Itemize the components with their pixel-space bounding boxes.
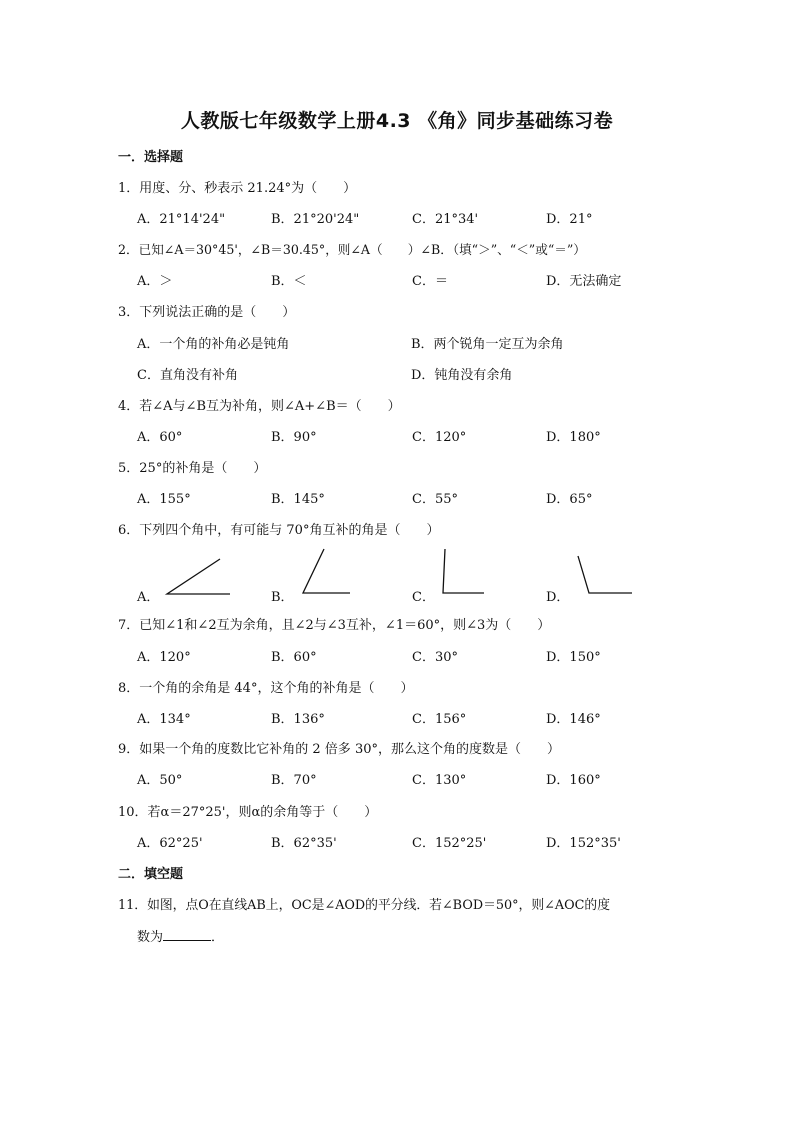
question-3-option-d: D．钝角没有余角 (411, 368, 513, 383)
question-6-option-a: A． (137, 590, 160, 605)
angle-figure-c-icon (438, 546, 490, 598)
page-title: 人教版七年级数学上册4.3 《角》同步基础练习卷 (180, 110, 614, 132)
question-7-stem: 7．已知∠1和∠2互为余角，且∠2与∠3互补，∠1＝60°，则∠3为（ ） (118, 618, 551, 633)
question-4-option-a: A．60° (137, 430, 183, 445)
question-8-stem: 8．一个角的余角是 44°，这个角的补角是（ ） (118, 681, 414, 696)
question-5-option-c: C．55° (412, 492, 458, 507)
question-7-option-a: A．120° (137, 650, 191, 665)
question-3-option-b: B．两个锐角一定互为余角 (411, 337, 564, 352)
question-3-option-c: C．直角没有补角 (137, 368, 238, 383)
question-5-option-d: D．65° (546, 492, 593, 507)
question-3-option-a: A．一个角的补角必是钝角 (137, 337, 290, 352)
question-4-option-c: C．120° (412, 430, 467, 445)
question-2-option-c: C．＝ (412, 274, 448, 289)
question-6-option-d: D． (546, 590, 570, 605)
question-6-stem: 6．下列四个角中，有可能与 70°角互补的角是（ ） (118, 523, 440, 538)
question-2-option-a: A．＞ (137, 274, 173, 289)
question-4-stem: 4．若∠A与∠B互为补角，则∠A+∠B＝（ ） (118, 399, 401, 414)
question-5-stem: 5．25°的补角是（ ） (118, 461, 267, 476)
angle-figure-d-icon (574, 552, 638, 598)
question-5-option-a: A．155° (137, 492, 191, 507)
question-10-stem: 10．若α＝27°25'，则α的余角等于（ ） (118, 805, 378, 820)
question-2-stem: 2．已知∠A＝30°45'，∠B＝30.45°，则∠A（ ）∠B．（填“＞”、“＜”或“＝”） (118, 242, 586, 257)
question-3-stem: 3．下列说法正确的是（ ） (118, 305, 296, 320)
question-10-option-d: D．152°35' (546, 836, 621, 851)
question-9-option-d: D．160° (546, 773, 601, 788)
section-heading-choice: 一．选择题 (118, 150, 184, 165)
question-7-option-d: D．150° (546, 650, 601, 665)
question-6-option-b: B． (271, 590, 294, 605)
question-1-option-d: D．21° (546, 212, 593, 227)
angle-figure-b-icon (298, 546, 358, 598)
question-1-stem: 1．用度、分、秒表示 21.24°为（ ） (118, 181, 357, 196)
question-11-suffix: ． (211, 930, 225, 945)
question-8-option-a: A．134° (137, 712, 191, 727)
question-4-option-d: D．180° (546, 430, 601, 445)
question-11-stem: 11．如图，点O在直线AB上，OC是∠AOD的平分线．若∠BOD＝50°，则∠AOC的度 (118, 898, 610, 913)
question-4-option-b: B．90° (271, 430, 317, 445)
question-5-option-b: B．145° (271, 492, 325, 507)
question-10-option-c: C．152°25' (412, 836, 487, 851)
question-7-option-c: C．30° (412, 650, 458, 665)
question-10-option-a: A．62°25' (137, 836, 203, 851)
question-10-option-b: B．62°35' (271, 836, 337, 851)
question-6-option-c: C． (412, 590, 435, 605)
question-8-option-d: D．146° (546, 712, 601, 727)
question-9-option-c: C．130° (412, 773, 467, 788)
question-7-option-b: B．60° (271, 650, 317, 665)
question-9-stem: 9．如果一个角的度数比它补角的 2 倍多 30°，那么这个角的度数是（ ） (118, 742, 560, 757)
question-9-option-a: A．50° (137, 773, 183, 788)
question-1-option-c: C．21°34' (412, 212, 479, 227)
section-heading-fill: 二．填空题 (118, 867, 184, 882)
question-2-option-d: D．无法确定 (546, 274, 622, 289)
question-8-option-b: B．136° (271, 712, 325, 727)
question-1-option-b: B．21°20'24" (271, 212, 360, 227)
question-11-prefix: 数为 (137, 930, 164, 945)
question-8-option-c: C．156° (412, 712, 467, 727)
question-1-option-a: A．21°14'24" (137, 212, 226, 227)
question-11-answer-line (137, 926, 224, 945)
question-2-option-b: B．＜ (271, 274, 307, 289)
answer-blank[interactable] (163, 928, 211, 941)
question-9-option-b: B．70° (271, 773, 317, 788)
angle-figure-a-icon (164, 556, 234, 598)
